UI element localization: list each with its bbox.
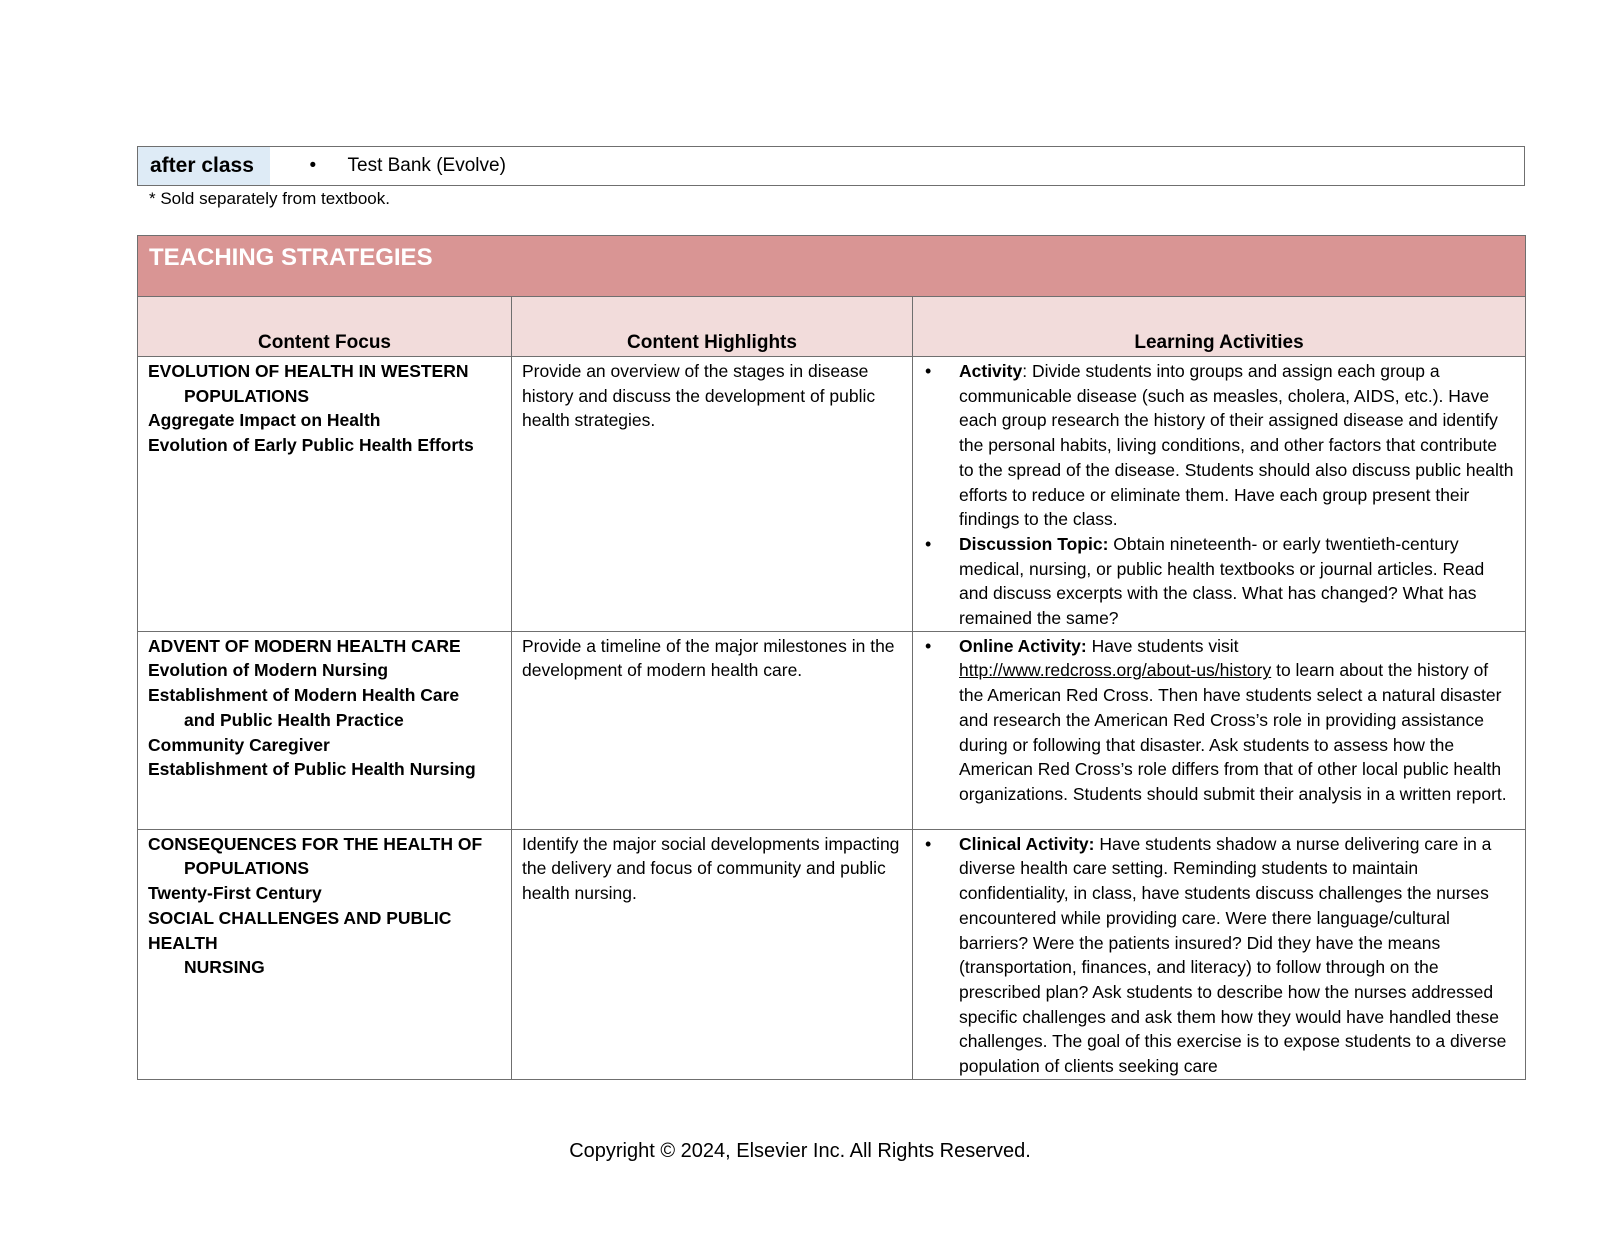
bullet-icon: • bbox=[309, 155, 317, 176]
footnote: * Sold separately from textbook. bbox=[149, 189, 390, 208]
after-class-label: after class bbox=[138, 147, 270, 186]
header-content-highlights: Content Highlights bbox=[512, 297, 913, 357]
activity-text: to learn about the history of the American Red Cross. Then have students select a natural disaster and research the American Red Cross’s role in providing assistance during or following that disaster. Ask students to assess how the American Red Cross’s role differs from that of other local public health organizations. Students should submit their analysis in a written report. bbox=[959, 660, 1507, 804]
focus-line: SOCIAL CHALLENGES AND PUBLIC HEALTH bbox=[148, 907, 452, 953]
content-focus-cell bbox=[138, 631, 512, 829]
focus-line: Community Caregiver bbox=[148, 734, 330, 755]
activity-item bbox=[923, 832, 1515, 1079]
table-row bbox=[138, 829, 1526, 1079]
table-header-row bbox=[138, 297, 1526, 357]
focus-line: ADVENT OF MODERN HEALTH CARE bbox=[148, 635, 461, 656]
focus-line: CONSEQUENCES FOR THE HEALTH OF bbox=[148, 833, 483, 854]
after-class-item-text: Test Bank (Evolve) bbox=[347, 155, 506, 176]
learning-activities-cell bbox=[913, 357, 1526, 632]
content-highlights-cell: Provide an overview of the stages in disease history and discuss the development of public health strategies. bbox=[512, 357, 913, 632]
activity-label: Online Activity: bbox=[959, 635, 1087, 656]
focus-line: Twenty-First Century bbox=[148, 883, 322, 904]
focus-line: NURSING bbox=[184, 957, 265, 978]
focus-line: POPULATIONS bbox=[184, 858, 310, 879]
document-page bbox=[137, 146, 1525, 1080]
learning-activities-cell bbox=[913, 829, 1526, 1079]
table-row bbox=[138, 631, 1526, 829]
focus-line: POPULATIONS bbox=[184, 385, 310, 406]
activity-label: Discussion Topic: bbox=[959, 533, 1109, 554]
focus-line: EVOLUTION OF HEALTH IN WESTERN bbox=[148, 361, 469, 381]
activity-text: Have students shadow a nurse delivering care in a diverse health care setting. Reminding students to maintain confidentiality, in class, have students discuss challenges the nurses encountered while providing care. Were there language/cultural barriers? Were the patients insured? Did they have the means (transportation, finances, and literacy) to follow through on the prescribed plan? Ask students to describe how the nurses addressed specific challenges and ask them how they would have handled these challenges. The goal of this exercise is to expose students to a diverse population of clients seeking care bbox=[959, 833, 1507, 1077]
teaching-strategies-title: TEACHING STRATEGIES bbox=[138, 236, 1526, 297]
activity-item bbox=[923, 634, 1515, 807]
activity-label: Clinical Activity: bbox=[959, 833, 1095, 854]
after-class-item bbox=[270, 147, 1525, 186]
content-focus-cell bbox=[138, 357, 512, 632]
focus-line: and Public Health Practice bbox=[184, 709, 404, 730]
content-highlights-cell: Provide a timeline of the major milestones in the development of modern health care. bbox=[512, 631, 913, 829]
header-content-focus: Content Focus bbox=[138, 297, 512, 357]
activity-item bbox=[923, 532, 1515, 631]
teaching-strategies-table bbox=[137, 235, 1526, 1080]
header-learning-activities: Learning Activities bbox=[913, 297, 1526, 357]
focus-line: Establishment of Public Health Nursing bbox=[148, 759, 476, 780]
activity-sep: : bbox=[1022, 361, 1032, 381]
redcross-history-link[interactable]: http://www.redcross.org/about-us/history bbox=[959, 660, 1272, 681]
content-focus-cell bbox=[138, 829, 512, 1079]
focus-line: Establishment of Modern Health Care bbox=[148, 685, 460, 706]
learning-activities-cell bbox=[913, 631, 1526, 829]
activity-text: Divide students into groups and assign each group a communicable disease (such as measles, cholera, AIDS, etc.). Have each group research the history of their assigned disease and identify the personal habits, living conditions, and other factors that contribute to the spread of the disease. Students should also discuss public health efforts to reduce or eliminate them. Have each group present their findings to the class. bbox=[959, 361, 1514, 530]
activity-item bbox=[923, 359, 1515, 532]
content-highlights-cell: Identify the major social developments impacting the delivery and focus of community and public health nursing. bbox=[512, 829, 913, 1079]
activity-label: Activity bbox=[959, 361, 1023, 381]
focus-line: Evolution of Modern Nursing bbox=[148, 660, 389, 681]
copyright-footer: Copyright © 2024, Elsevier Inc. All Rights Reserved. bbox=[569, 1140, 1031, 1162]
activity-pre: Have students visit bbox=[1091, 635, 1239, 656]
activity-text: Obtain nineteenth- or early twentieth-century medical, nursing, or public health textbooks or journal articles. Read and discuss excerpts with the class. What has changed? What has remained the same? bbox=[959, 533, 1485, 629]
table-row bbox=[138, 357, 1526, 632]
focus-line: Evolution of Early Public Health Efforts bbox=[148, 435, 474, 456]
focus-line: Aggregate Impact on Health bbox=[148, 410, 381, 431]
after-class-table bbox=[137, 146, 1525, 186]
